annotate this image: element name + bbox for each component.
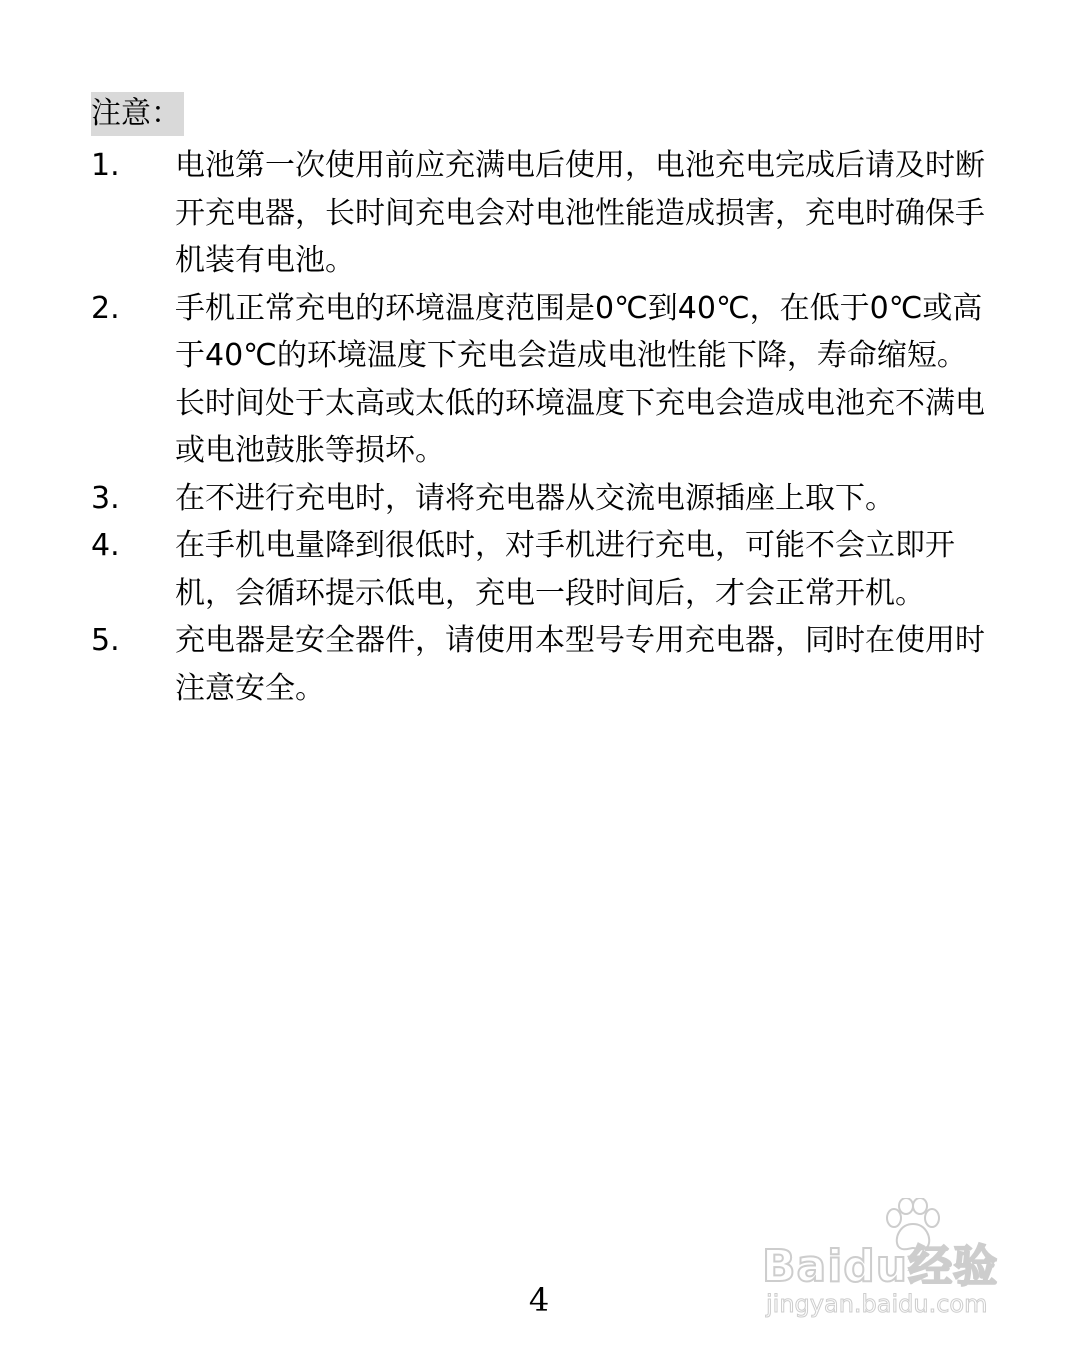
note-list — [91, 142, 991, 712]
list-item-text: 充电器是安全器件，请使用本型号专用充电器，同时在使用时注意安全。 — [175, 623, 985, 706]
list-item-number: 2. — [91, 290, 120, 326]
list-item-number: 1. — [91, 148, 120, 183]
list-item-number: 4. — [91, 528, 120, 563]
list-item-text: 手机正常充电的环境温度范围是0℃到40℃，在低于0℃或高于40℃的环境温度下充电会造成电池性能下降，寿命缩短。长时间处于太高或太低的环境温度下充电会造成电池充不满电或电池鼓胀等损坏。 — [175, 290, 985, 468]
list-item — [91, 522, 991, 617]
list-item-number: 3. — [91, 480, 120, 516]
list-item — [91, 142, 991, 285]
page-number: 4 — [528, 1281, 550, 1319]
list-item-text: 在不进行充电时，请将充电器从交流电源插座上取下。 — [175, 480, 895, 516]
list-item — [91, 475, 991, 523]
watermark-logo-text: Baidu经验 — [762, 1241, 999, 1292]
list-item — [91, 285, 991, 475]
list-item-text: 在手机电量降到很低时，对手机进行充电，可能不会立即开机，会循环提示低电，充电一段时间后，才会正常开机。 — [175, 528, 955, 611]
list-item — [91, 617, 991, 712]
list-item-text: 电池第一次使用前应充满电后使用，电池充电完成后请及时断开充电器，长时间充电会对电池性能造成损害，充电时确保手机装有电池。 — [175, 148, 985, 278]
note-heading: 注意： — [91, 92, 184, 136]
list-item-number: 5. — [91, 623, 120, 658]
watermark-url: jingyan.baidu.com — [766, 1290, 988, 1318]
